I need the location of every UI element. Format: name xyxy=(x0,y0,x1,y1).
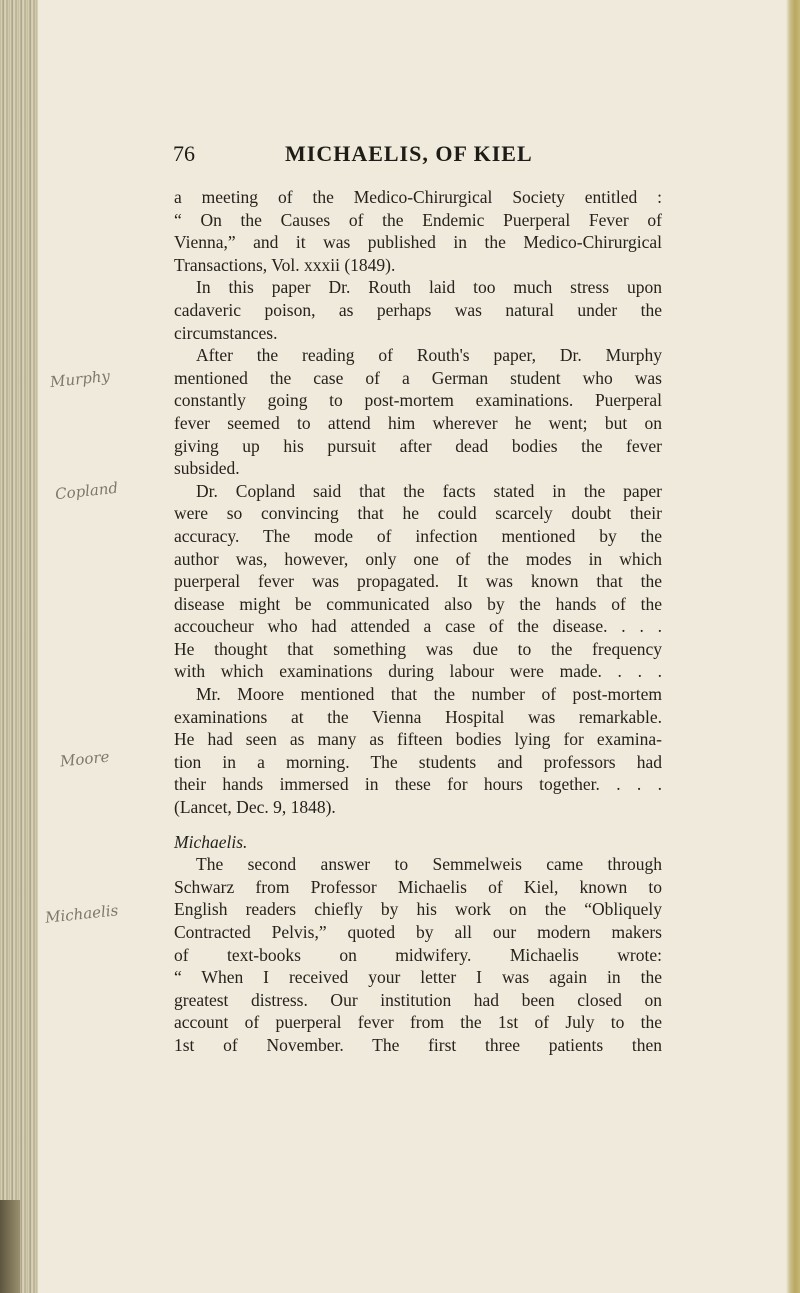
text-line: disease might be communicated also by the hands of the xyxy=(174,593,662,614)
text-line: 1st of November. The first three patients then xyxy=(174,1034,662,1055)
binding-edge xyxy=(0,0,38,1293)
text-line: puerperal fever was propagated. It was known that the xyxy=(174,571,662,592)
text-line: author was, however, only one of the modes in which xyxy=(174,548,662,569)
running-title: MICHAELIS, OF KIEL xyxy=(285,141,533,166)
text-line: greatest distress. Our institution had been closed on xyxy=(174,989,662,1010)
text-line: circumstances. xyxy=(174,322,278,343)
binding-shadow xyxy=(0,1200,20,1293)
text-line: Mr. Moore mentioned that the number of post-mortem xyxy=(196,684,662,705)
page-number: 76 xyxy=(173,141,195,166)
text-line: tion in a morning. The students and professors had xyxy=(174,751,662,772)
text-line: Schwarz from Professor Michaelis of Kiel, known to xyxy=(174,876,662,897)
text-line: After the reading of Routh's paper, Dr. Murphy xyxy=(196,345,662,366)
margin-note-michaelis: Michaelis xyxy=(44,901,120,927)
text-line: Contracted Pelvis,” quoted by all our modern makers xyxy=(174,922,662,942)
text-line: In this paper Dr. Routh laid too much stress upon xyxy=(196,277,662,298)
text-line: account of puerperal fever from the 1st of July to the xyxy=(174,1012,662,1033)
text-line: He thought that something was due to the frequency xyxy=(174,638,662,659)
section-heading: Michaelis. xyxy=(174,831,248,852)
text-line: The second answer to Semmelweis came through xyxy=(196,854,662,875)
body-text xyxy=(174,186,662,1057)
text-line: cadaveric poison, as perhaps was natural under the xyxy=(174,299,662,320)
text-line: of text-books on midwifery. Michaelis wrote: xyxy=(174,944,662,965)
text-line: constantly going to post-mortem examinations. Puerperal xyxy=(174,390,662,411)
text-line: Transactions, Vol. xxxii (1849). xyxy=(174,254,396,275)
text-line: subsided. xyxy=(174,458,240,479)
text-line: accoucheur who had attended a case of the disease. . . . xyxy=(174,616,662,637)
text-line: Dr. Copland said that the facts stated in the paper xyxy=(196,480,662,501)
text-line: (Lancet, Dec. 9, 1848). xyxy=(174,797,336,818)
text-line: examinations at the Vienna Hospital was remarkable. xyxy=(174,706,662,727)
text-line: He had seen as many as fifteen bodies lying for examina- xyxy=(174,729,662,750)
text-line: Vienna,” and it was published in the Medico-Chirurgical xyxy=(174,232,662,253)
text-line: “ When I received your letter I was again in the xyxy=(174,967,662,988)
text-line: their hands immersed in these for hours together. . . . xyxy=(174,774,662,795)
text-line: were so convincing that he could scarcely doubt their xyxy=(174,503,662,524)
page-header xyxy=(160,141,640,171)
text-line: with which examinations during labour were made. . . . xyxy=(174,661,662,682)
text-line: giving up his pursuit after dead bodies the fever xyxy=(174,435,662,456)
text-line: English readers chiefly by his work on the “Obliquely xyxy=(174,899,662,920)
page-edge xyxy=(786,0,800,1293)
text-line: a meeting of the Medico-Chirurgical Society entitled : xyxy=(174,187,662,207)
text-line: accuracy. The mode of infection mentioned by the xyxy=(174,525,662,546)
margin-note-moore: Moore xyxy=(59,747,111,771)
text-line: “ On the Causes of the Endemic Puerperal Fever of xyxy=(174,209,662,230)
text-line: fever seemed to attend him wherever he went; but on xyxy=(174,412,662,433)
text-line: mentioned the case of a German student who was xyxy=(174,367,662,388)
margin-note-murphy: Murphy xyxy=(49,366,111,392)
margin-note-copland: Copland xyxy=(54,478,119,504)
